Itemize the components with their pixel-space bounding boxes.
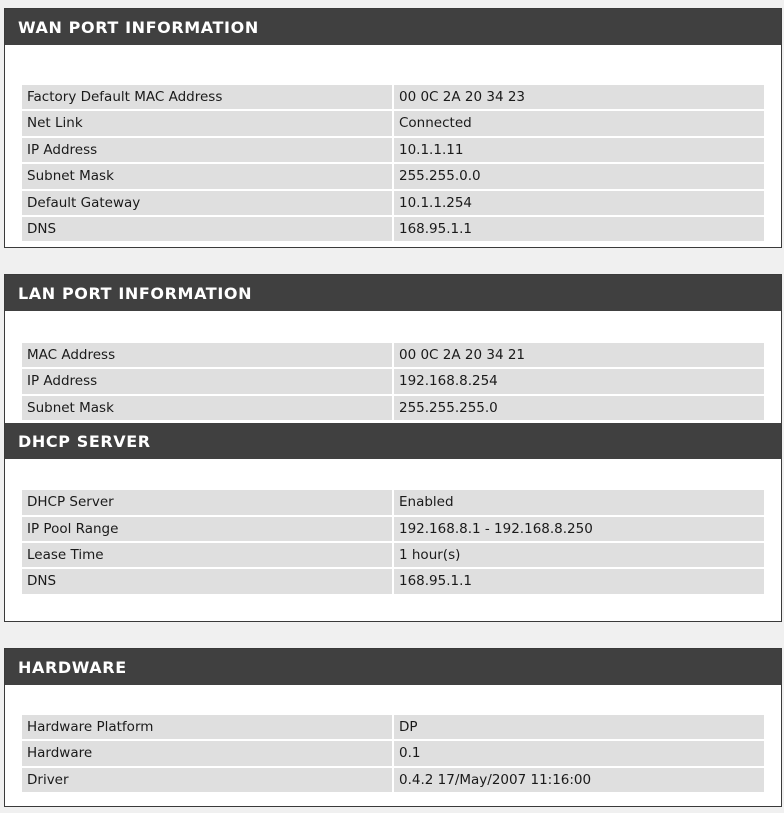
- lan-info-table: [5, 311, 781, 421]
- row-label: Net Link: [21, 110, 393, 136]
- table-row: [21, 542, 765, 568]
- row-label: Subnet Mask: [21, 395, 393, 421]
- row-label: IP Address: [21, 137, 393, 163]
- table-row: [21, 516, 765, 542]
- dhcp-section-title: DHCP SERVER: [5, 423, 781, 459]
- row-label: Hardware Platform: [21, 714, 393, 740]
- table-row: [21, 137, 765, 163]
- row-label: Default Gateway: [21, 190, 393, 216]
- table-row: [21, 342, 765, 368]
- lan-port-section: [4, 274, 782, 622]
- wan-port-section: [4, 8, 782, 248]
- table-row: [21, 84, 765, 110]
- hardware-section: [4, 648, 782, 807]
- row-value: 10.1.1.254: [393, 190, 765, 216]
- row-label: DNS: [21, 568, 393, 594]
- table-row: [21, 740, 765, 766]
- row-value: DP: [393, 714, 765, 740]
- row-value: 1 hour(s): [393, 542, 765, 568]
- row-value: Connected: [393, 110, 765, 136]
- row-value: 00 0C 2A 20 34 23: [393, 84, 765, 110]
- row-value: 0.1: [393, 740, 765, 766]
- row-value: 168.95.1.1: [393, 216, 765, 242]
- row-label: Driver: [21, 767, 393, 793]
- row-label: Factory Default MAC Address: [21, 84, 393, 110]
- table-row: [21, 216, 765, 242]
- table-row: [21, 489, 765, 515]
- row-label: DNS: [21, 216, 393, 242]
- row-value: 192.168.8.254: [393, 368, 765, 394]
- table-row: [21, 395, 765, 421]
- row-value: 00 0C 2A 20 34 21: [393, 342, 765, 368]
- row-label: Subnet Mask: [21, 163, 393, 189]
- row-value: 192.168.8.1 - 192.168.8.250: [393, 516, 765, 542]
- row-value: 255.255.0.0: [393, 163, 765, 189]
- table-row: [21, 110, 765, 136]
- row-label: DHCP Server: [21, 489, 393, 515]
- row-label: MAC Address: [21, 342, 393, 368]
- row-label: IP Address: [21, 368, 393, 394]
- row-value: 0.4.2 17/May/2007 11:16:00: [393, 767, 765, 793]
- dhcp-info-table: [5, 459, 781, 595]
- row-label: Hardware: [21, 740, 393, 766]
- table-row: [21, 368, 765, 394]
- table-row: [21, 714, 765, 740]
- table-row: [21, 163, 765, 189]
- hardware-info-table: [5, 685, 781, 793]
- table-row: [21, 767, 765, 793]
- row-value: 168.95.1.1: [393, 568, 765, 594]
- row-value: 10.1.1.11: [393, 137, 765, 163]
- row-label: IP Pool Range: [21, 516, 393, 542]
- hardware-section-title: HARDWARE: [5, 649, 781, 685]
- row-label: Lease Time: [21, 542, 393, 568]
- table-row: [21, 568, 765, 594]
- row-value: 255.255.255.0: [393, 395, 765, 421]
- row-value: Enabled: [393, 489, 765, 515]
- wan-info-table: [5, 45, 781, 242]
- lan-section-title: LAN PORT INFORMATION: [5, 275, 781, 311]
- wan-section-title: WAN PORT INFORMATION: [5, 9, 781, 45]
- table-row: [21, 190, 765, 216]
